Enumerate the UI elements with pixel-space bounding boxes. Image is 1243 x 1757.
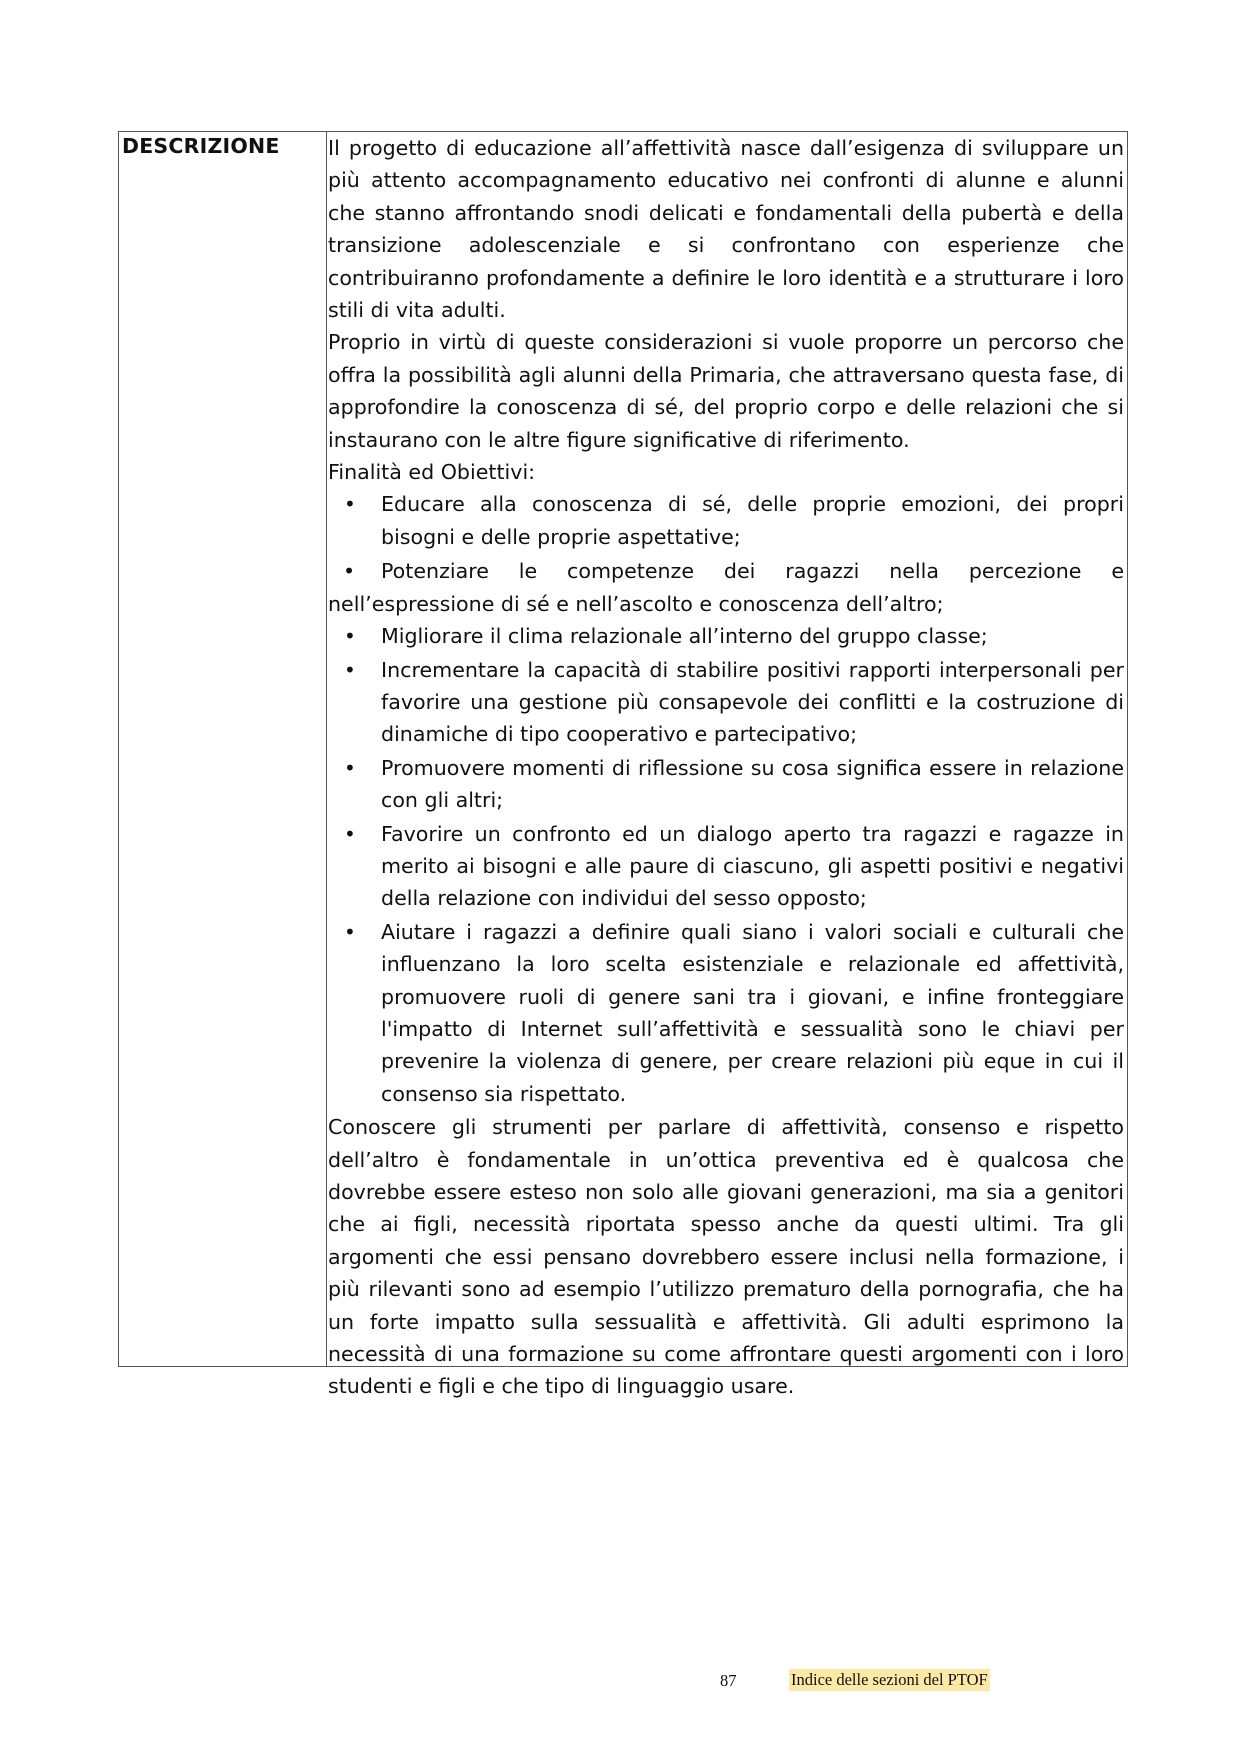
bullet-dot-icon: •	[344, 657, 356, 682]
objectives-title: Finalità ed Obiettivi:	[328, 460, 536, 485]
objective-text: Potenziare le competenze dei ragazzi nella percezione e nell’espressione di sé e nell’ascolto e conoscenza dell’altro;	[328, 559, 1124, 616]
list-item	[328, 916, 1124, 1110]
description-table	[118, 131, 1128, 1399]
objective-text: Favorire un confronto ed un dialogo aperto tra ragazzi e ragazze in merito ai bisogni e alle paure di ciascuno, gli aspetti positivi e negativi della relazione con individui del sesso opposto;	[381, 821, 1124, 911]
list-item	[328, 818, 1124, 915]
label-descrizione: DESCRIZIONE	[122, 134, 280, 158]
objective-text: Migliorare il clima relazionale all’interno del gruppo classe;	[381, 624, 988, 649]
intro-paragraph-1: Il progetto di educazione all’affettività nasce dall’esigenza di sviluppare un più attento accompagnamento educativo nei confronti di alunne e alunni che stanno affrontando snodi delicati e fondamentali della pubertà e della transizione adolescenziale e si confrontano con esperienze che contribuiranno profondamente a definire le loro identità e a strutturare i loro stili di vita adulti.	[328, 136, 1124, 323]
bullet-dot-icon: •	[344, 755, 356, 780]
objective-text: Incrementare la capacità di stabilire positivi rapporti interpersonali per favorire una gestione più consapevole dei conflitti e la costruzione di dinamiche di tipo cooperativo e partecipativo;	[381, 657, 1124, 747]
bullet-dot-icon: •	[344, 624, 356, 649]
list-item	[328, 555, 1124, 620]
page-number: 87	[720, 1671, 737, 1690]
bullet-dot-icon: •	[343, 559, 356, 584]
list-item	[328, 654, 1124, 751]
list-item	[328, 620, 1124, 652]
content-cell	[327, 132, 1127, 1399]
list-item	[328, 752, 1124, 817]
bullet-dot-icon: •	[344, 821, 356, 846]
objective-text: Aiutare i ragazzi a definire quali siano i valori sociali e culturali che influenzano la loro scelta esistenziale e relazionale ed affettività, promuovere ruoli di genere sani tra i giovani, e infine fronteggiare l'impatto di Internet sull’affettività e sessualità sono le chiavi per prevenire la violenza di genere, per creare relazioni più eque in cui il consenso sia rispettato.	[381, 919, 1124, 1106]
intro-paragraph-2: Proprio in virtù di queste considerazioni si vuole proporre un percorso che offra la possibilità agli alunni della Primaria, che attraversano questa fase, di approfondire la conoscenza di sé, del proprio corpo e delle relazioni che si instaurano con le altre figure significative di riferimento.	[328, 330, 1124, 452]
closing-paragraph: Conoscere gli strumenti per parlare di affettività, consenso e rispetto dell’altro è fondamentale in un’ottica preventiva ed è qualcosa che dovrebbe essere esteso non solo alle giovani generazioni, ma sia a genitori che ai figli, necessità riportata spesso anche da questi ultimi. Tra gli argomenti che essi pensano dovrebbero essere inclusi nella formazione, i più rilevanti sono ad esempio l’utilizzo prematuro della pornografia, che ha un forte impatto sulla sessualità e affettività. Gli adulti esprimono la necessità di una formazione su come affrontare questi argomenti con i loro studenti e figli e che tipo di linguaggio usare.	[328, 1115, 1124, 1399]
label-cell	[119, 132, 327, 1366]
objectives-list	[328, 488, 1124, 553]
bullet-dot-icon: •	[344, 492, 356, 517]
objectives-list	[328, 620, 1124, 1110]
list-item	[328, 488, 1124, 553]
objective-text: Promuovere momenti di riflessione su cosa significa essere in relazione con gli altri;	[381, 755, 1124, 813]
index-link[interactable]: Indice delle sezioni del PTOF	[791, 1670, 988, 1689]
bullet-dot-icon: •	[344, 919, 356, 944]
objective-text: Educare alla conoscenza di sé, delle proprie emozioni, dei propri bisogni e delle proprie aspettative;	[381, 492, 1124, 549]
